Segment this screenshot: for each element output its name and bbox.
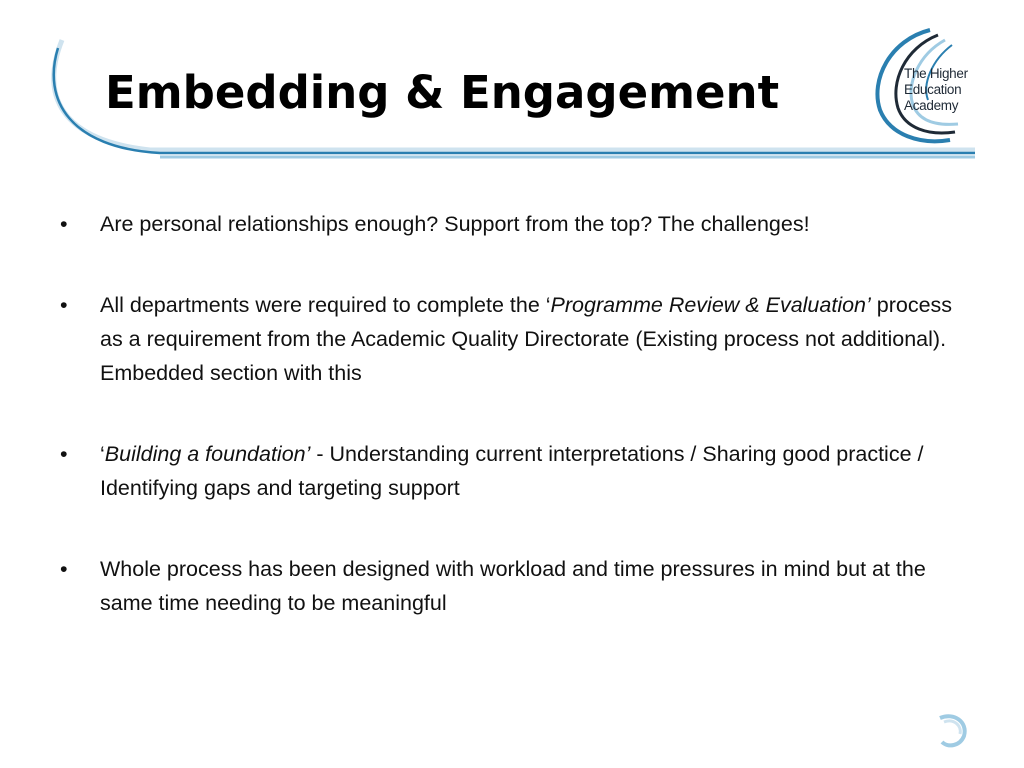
bullet-marker: • [60,293,68,317]
corner-swirl-icon [932,712,972,752]
bullet-item-4 [60,552,960,620]
bullet-text: Whole process has been designed with workload and time pressures in mind but at the same time needing to be meaningful [100,557,926,615]
bullet-text-italic: Building a foundation’ [104,442,311,466]
hea-logo-text [904,66,984,114]
bullet-text-italic: Programme Review & Evaluation’ [550,293,871,317]
bullet-text-before: All departments were required to complete the ‘ [100,293,551,317]
bullet-marker: • [60,442,68,466]
bullet-marker: • [60,212,68,236]
bullet-item-2 [60,288,960,390]
bullet-item-1 [60,207,960,241]
bullet-list [60,207,960,667]
bullet-item-3 [60,437,960,505]
bullet-text-after: - Understanding current interpretations / Sharing good practice / Identifying gaps and targeting support [100,442,924,500]
bullet-marker: • [60,557,68,581]
slide-title: Embedding & Engagement [105,66,780,119]
bullet-text-after: process as a requirement from the Academic Quality Directorate (Existing process not additional). Embedded section with this [100,293,953,385]
logo-line-1: The Higher [904,66,968,81]
bullet-text: Are personal relationships enough? Support from the top? The challenges! [100,212,810,236]
bullet-text-before: ‘ [100,442,105,466]
logo-line-2: Education [904,82,962,97]
logo-line-3: Academy [904,98,959,113]
